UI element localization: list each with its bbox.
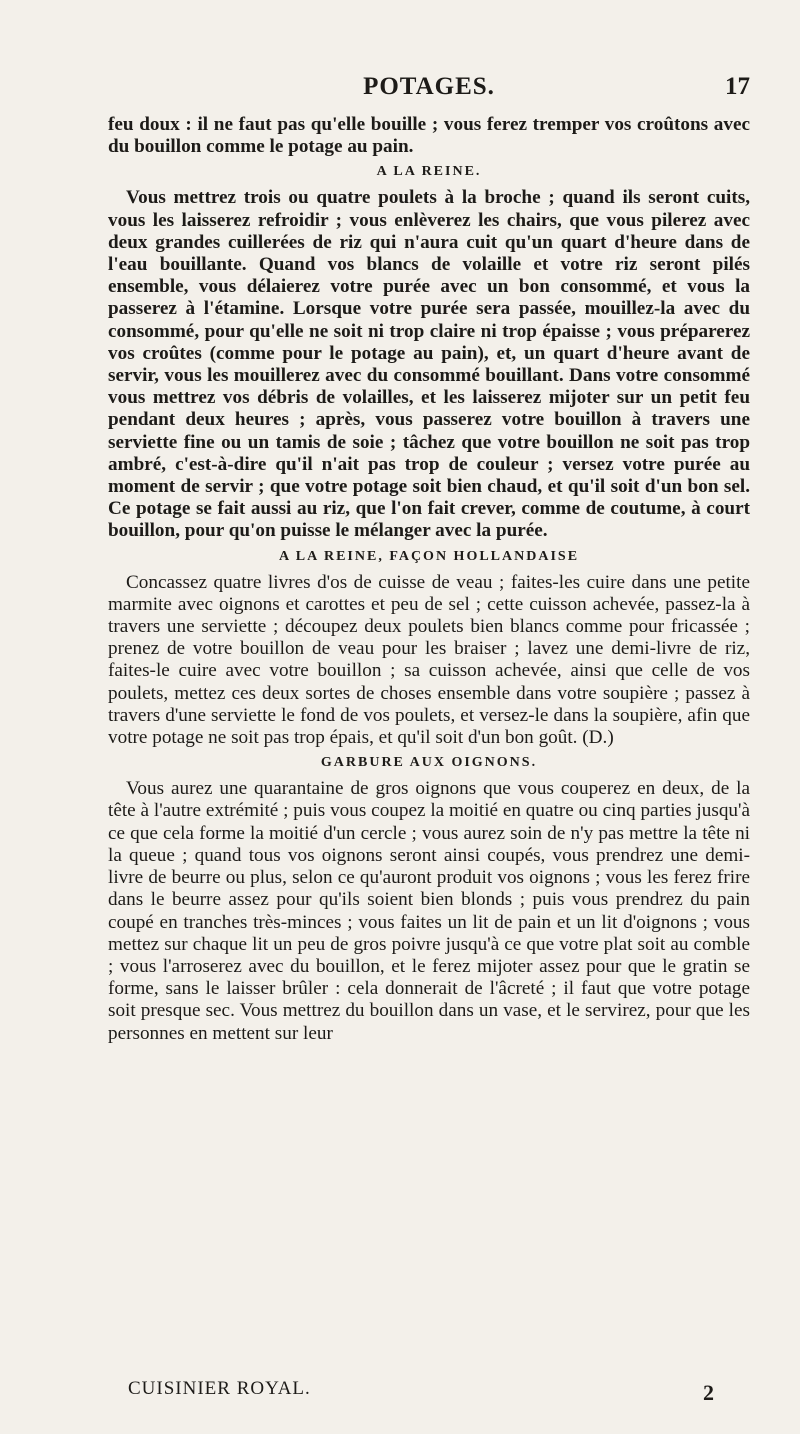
page-header xyxy=(108,0,750,100)
running-title: POTAGES. xyxy=(363,73,495,100)
page-footer xyxy=(128,1378,750,1410)
paragraph-facon-hollandaise: Concassez quatre livres d'os de cuisse de veau ; faites-les cuire dans une petite marmite avec oignons et carottes et peu de sel ; cette cuisson achevée, passez-la à travers une serviette ; découpez deux poulets bien blancs comme pour fricassée ; prenez de votre bouillon de veau pour les braiser ; lavez une demi-livre de riz, faites-le cuire avec votre bouillon ; sa cuisson achevée, ainsi que celle de vos poulets, mettez ces deux sortes de choses ensemble dans votre soupière ; passez à travers d'une serviette le fond de vos poulets, et versez-le dans la soupière, afin que votre potage ne soit pas trop épais, et qu'il soit d'un bon goût. (D.) xyxy=(108,571,750,749)
page-number: 17 xyxy=(725,73,750,100)
page-body xyxy=(108,114,750,1045)
paragraph-a-la-reine: Vous mettrez trois ou quatre poulets à la broche ; quand ils seront cuits, vous les laisserez refroidir ; vous enlèverez les chairs, que vous pilerez avec deux grandes cuillerées de riz qui n'aura cuit qu'un quart d'heure dans de l'eau bouillante. Quand vos blancs de volaille et votre riz seront pilés ensemble, vous délaierez votre purée avec un bon consommé, et vous la passerez à l'étamine. Lorsque votre purée sera passée, mouillez-la avec du consommé, pour qu'elle ne soit ni trop claire ni trop épaisse ; vous préparerez vos croûtes (comme pour le potage au pain), et, un quart d'heure avant de servir, vous les mouillerez avec du consommé bouillant. Dans votre consommé vous mettrez vos débris de volailles, et les laisserez mijoter sur un petit feu pendant deux heures ; après, vous passerez votre bouillon à travers une serviette fine ou un tamis de soie ; tâchez que votre bouillon ne soit pas trop ambré, c'est-à-dire qu'il n'ait pas trop de couleur ; versez votre purée au moment de servir ; que votre potage soit bien chaud, et qu'il soit d'un bon sel. Ce potage se fait aussi au riz, que l'on fait crever, comme de coutume, à court bouillon, pour qu'on puisse le mélanger avec la purée. xyxy=(108,187,750,542)
signature-mark: 2 xyxy=(703,1380,714,1405)
section-title-a-la-reine: A LA REINE. xyxy=(376,164,482,180)
section-title-facon-hollandaise: A LA REINE, FAÇON HOLLANDAISE xyxy=(278,548,580,564)
section-title-garbure-aux-oignons: GARBURE AUX OIGNONS. xyxy=(320,755,538,771)
footer-imprint: CUISINIER ROYAL. xyxy=(128,1378,311,1399)
paragraph-garbure-aux-oignons: Vous aurez une quarantaine de gros oignons que vous couperez en deux, de la tête à l'autre extrémité ; puis vous coupez la moitié en quatre ou cinq parties jusqu'à ce que cela forme la moitié d'un cercle ; vous aurez soin de n'y pas mettre la tête ni la queue ; quand tous vos oignons seront ainsi coupés, vous prendrez une demi-livre de beurre ou plus, selon ce qu'auront produit vos oignons ; vous les ferez frire dans le beurre assez pour qu'ils soient bien blonds ; puis vous prendrez du pain coupé en tranches très-minces ; vous faites un lit de pain et un lit d'oignons ; vous mettez sur chaque lit un peu de gros poivre jusqu'à ce que votre plat soit au comble ; vous l'arroserez avec du bouillon, et le ferez mijoter assez pour que le gratin se forme, sans le laisser brûler : cela donnerait de l'âcreté ; il faut que votre potage soit presque sec. Vous mettrez du bouillon dans un vase, et le servirez, pour que les personnes en mettent sur leur xyxy=(108,778,750,1044)
opening-fragment: feu doux : il ne faut pas qu'elle bouille ; vous ferez tremper vos croûtons avec du bouillon comme le potage au pain. xyxy=(108,114,750,158)
